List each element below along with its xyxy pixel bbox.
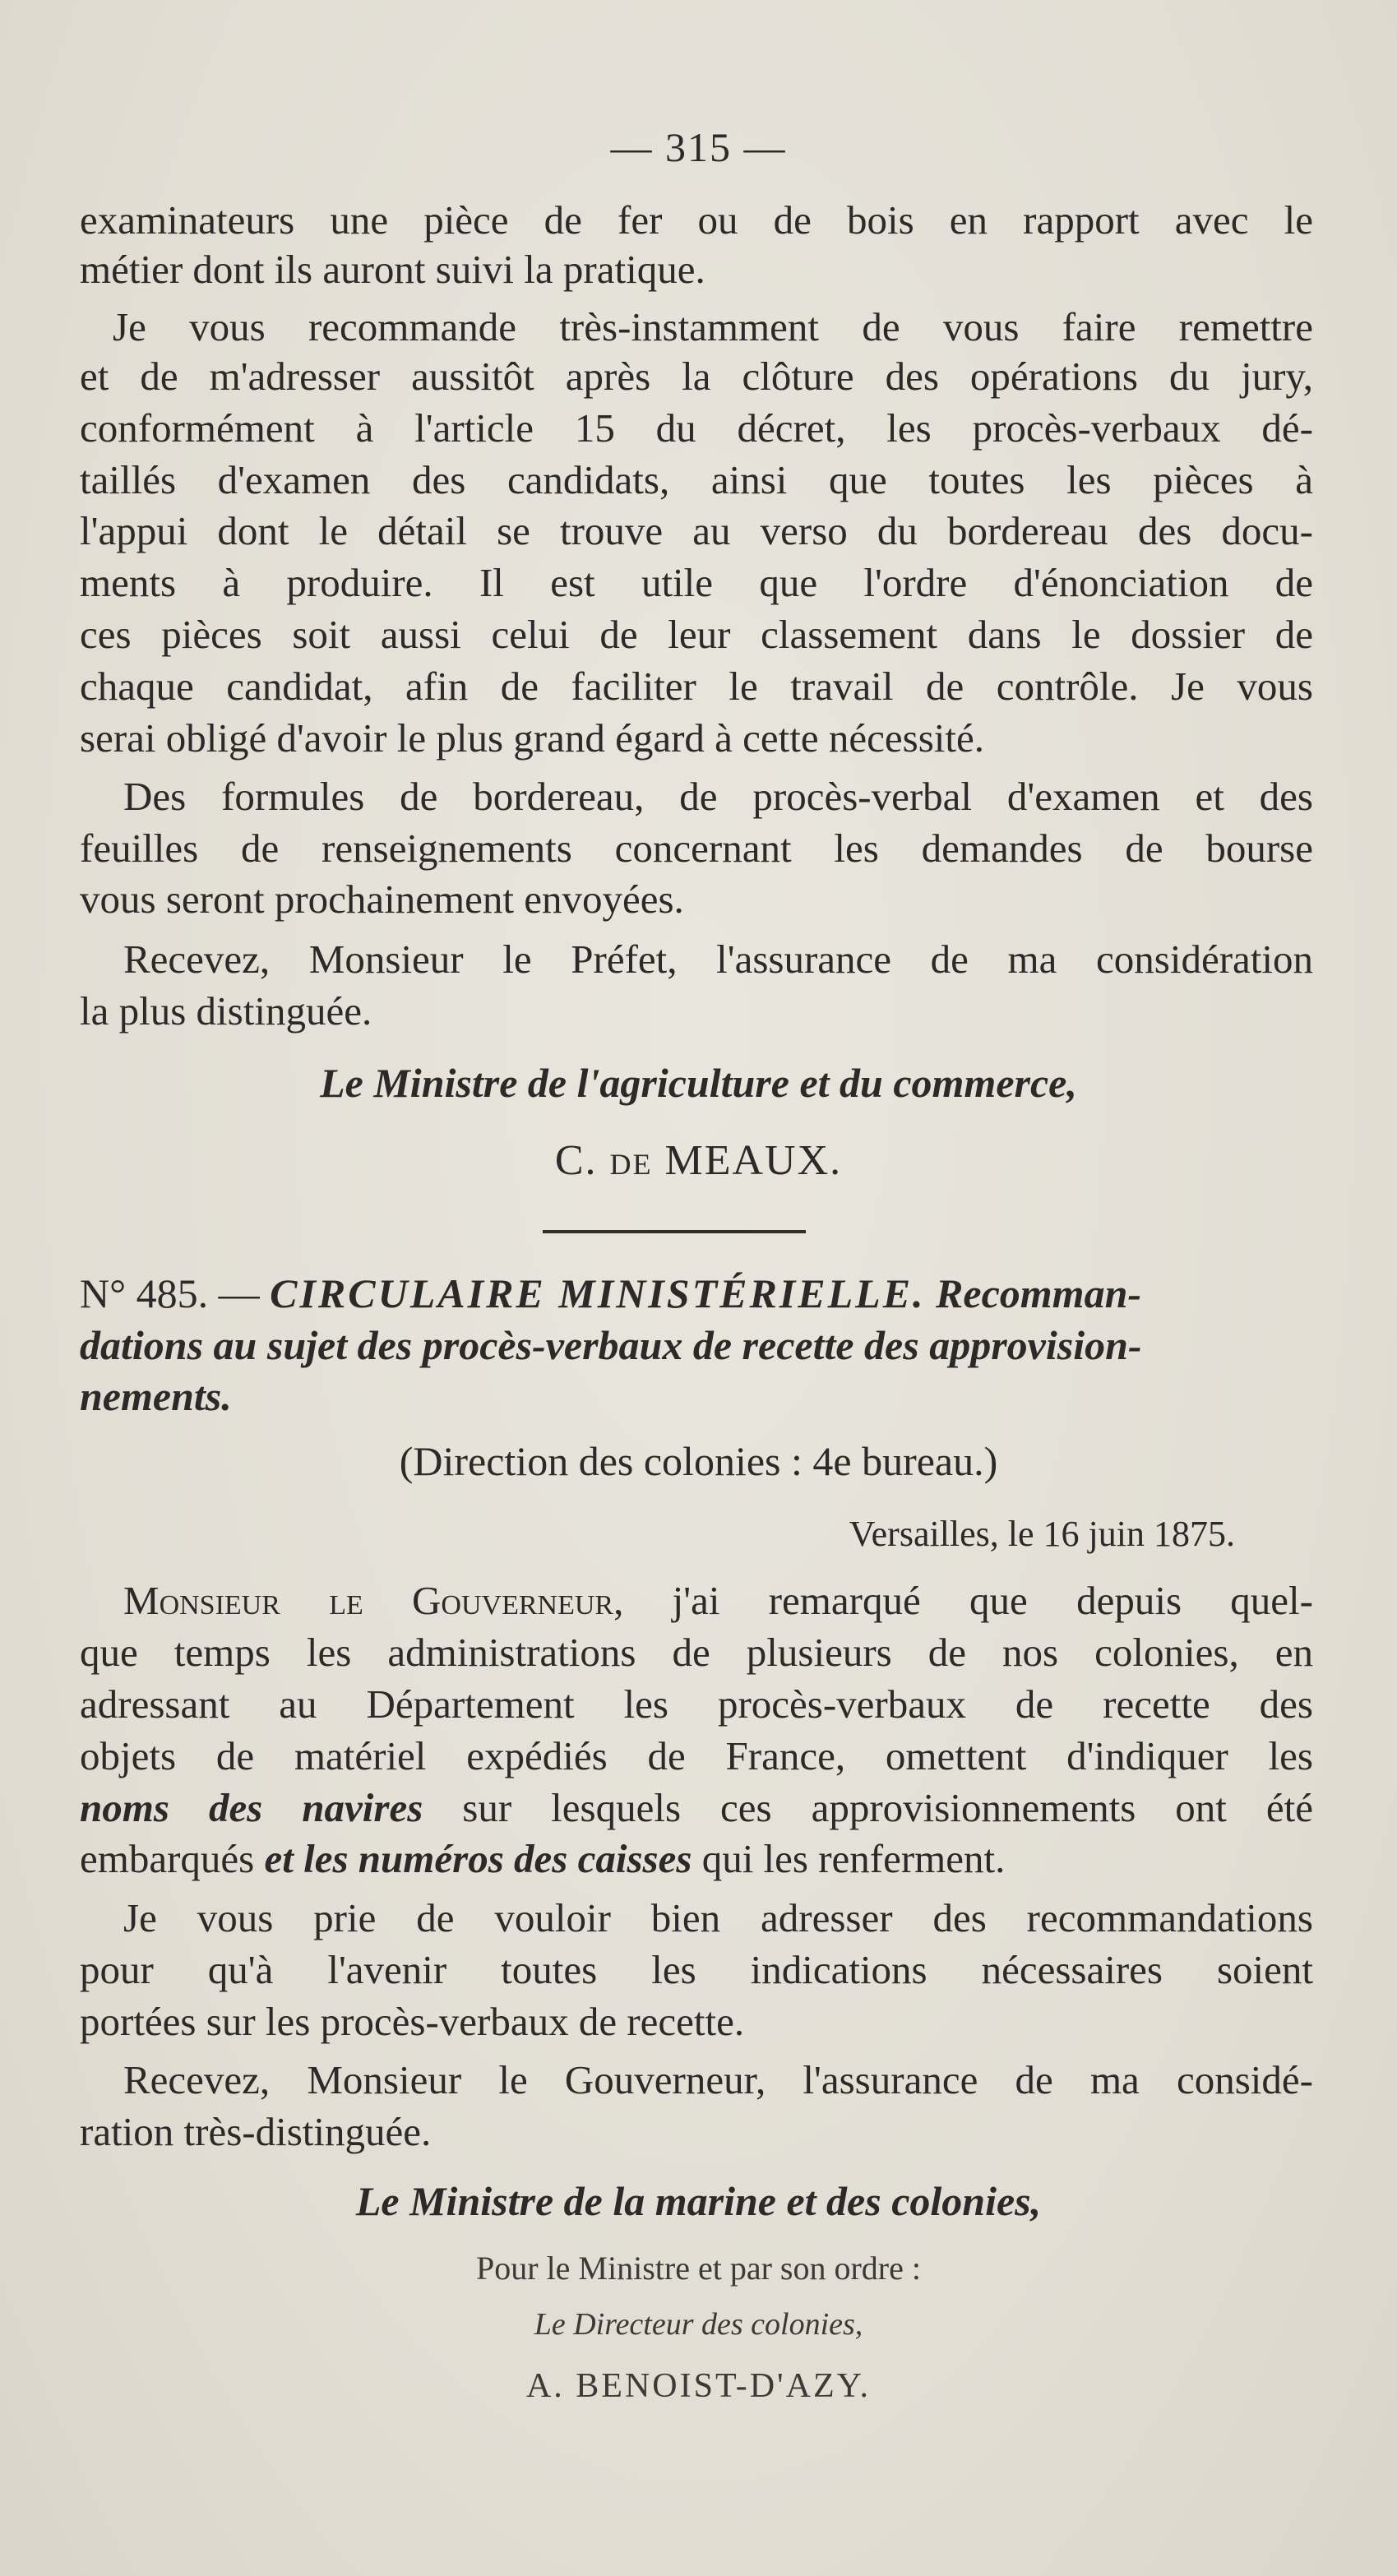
text-line: objets de matériel expédiés de France, omettent d'indiquer les [80,1733,1313,1778]
circular-subject-line: dations au sujet des procès-verbaux de recette des approvision- [80,1322,1142,1368]
text-line: examinateurs une pièce de fer ou de bois en rapport avec le [80,197,1313,243]
text-line: Je vous prie de vouloir bien adresser des recommandations [123,1895,1313,1940]
circular-title: CIRCULAIRE MINISTÉRIELLE. [270,1270,926,1316]
text-line: portées sur les procès-verbaux de recette. [80,1999,745,2044]
text-line: adressant au Département les procès-verbaux de recette des [80,1681,1313,1727]
text-span: sur lesquels ces approvisionnements ont été [462,1785,1313,1830]
signature-particle: de [609,1137,653,1184]
text-line: serai obligé d'avoir le plus grand égard à cette nécessité. [80,715,984,761]
text-line: ments à produire. Il est utile que l'ordre d'énonciation de [80,560,1313,605]
text-line: pour qu'à l'avenir toutes les indications nécessaires soient [80,1947,1313,1992]
text-line: conformément à l'article 15 du décret, les procès-verbaux dé- [80,405,1313,451]
circular-date: Versailles, le 16 juin 1875. [849,1514,1235,1554]
circular-number: N° 485. — [80,1270,260,1316]
signature-name: A. BENOIST-D'AZY. [525,2367,872,2405]
signature-role: Le Directeur des colonies, [534,2307,863,2342]
salutation: Monsieur le Gouverneur, [123,1578,624,1623]
signature-title: Le Ministre de la marine et des colonies, [355,2178,1042,2224]
text-line: chaque candidat, afin de faciliter le travail de contrôle. Je vous [80,664,1313,709]
text-line: Recevez, Monsieur le Préfet, l'assurance de ma considération [123,937,1313,982]
text-line [123,1576,1313,1626]
text-span: embarqués [80,1836,265,1881]
circular-direction: (Direction des colonies : 4e bureau.) [399,1438,998,1484]
page-number: — 315 — [610,124,787,170]
circular-subject-line: nements. [80,1373,232,1419]
text-line: vous seront prochainement envoyées. [80,876,684,922]
emphasis-boxes: et les numéros des caisses [264,1836,692,1881]
circular-subject-start: Recomman- [936,1270,1142,1316]
text-line: ces pièces soit aussi celui de leur classement dans le dossier de [80,612,1313,657]
text-line [80,1783,1313,1833]
signature-surname: MEAUX. [664,1137,843,1184]
text-line: Je vous recommande très-instamment de vous faire remettre [113,304,1313,349]
text-line: taillés d'examen des candidats, ainsi que toutes les pièces à [80,457,1313,502]
text-line: Recevez, Monsieur le Gouverneur, l'assurance de ma considé- [123,2057,1313,2102]
signature-title: Le Ministre de l'agriculture et du commerce, [320,1060,1077,1106]
emphasis-ships: noms des navires [80,1785,423,1830]
signature-name [0,1136,1397,1185]
text-line: que temps les administrations de plusieurs de nos colonies, en [80,1630,1313,1675]
text-line [80,1834,1313,1884]
text-span: j'ai remarqué que depuis quel- [623,1578,1313,1623]
text-line: et de m'adresser aussitôt après la clôture des opérations du jury, [80,354,1313,399]
text-line: l'appui dont le détail se trouve au verso du bordereau des docu- [80,508,1313,553]
text-span: qui les renferment. [701,1836,1006,1881]
signature-order: Pour le Ministre et par son ordre : [476,2250,921,2287]
text-line: métier dont ils auront suivi la pratique. [80,247,705,292]
text-line: feuilles de renseignements concernant les demandes de bourse [80,826,1313,871]
text-line: Des formules de bordereau, de procès-verbal d'examen et des [123,774,1313,819]
circular-heading [80,1269,1313,1318]
text-line: la plus distinguée. [80,988,372,1034]
signature-initial: C. [554,1137,598,1184]
text-line: ration très-distinguée. [80,2109,432,2154]
section-divider [543,1230,806,1233]
